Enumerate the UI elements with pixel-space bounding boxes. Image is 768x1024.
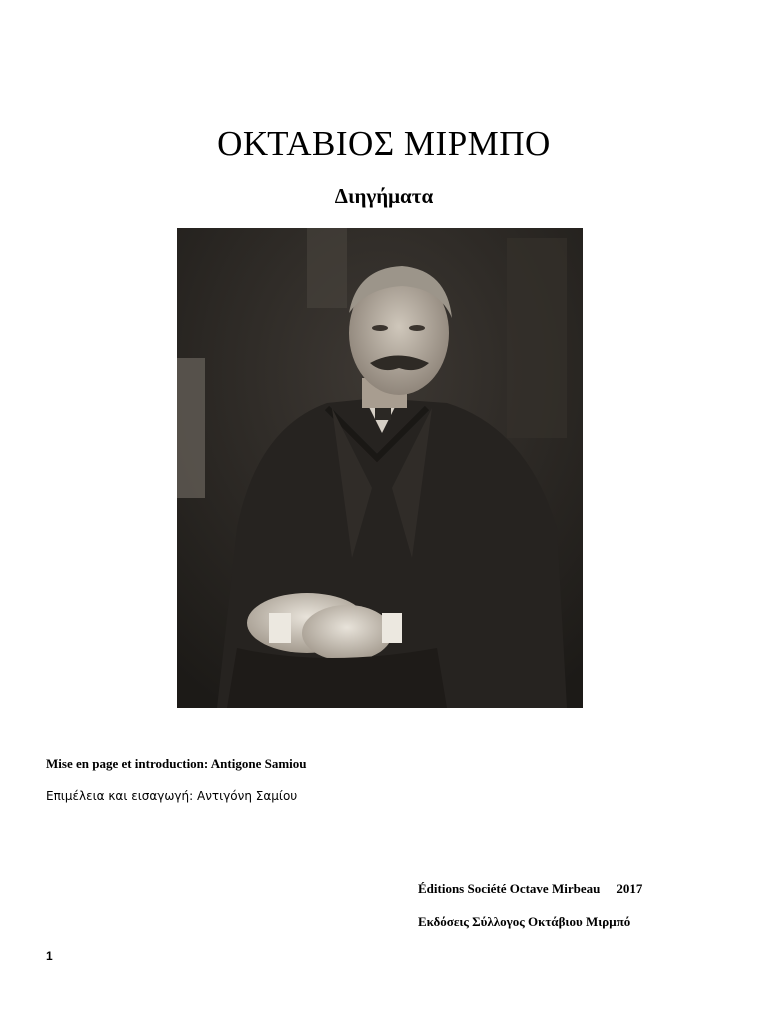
page-number: 1 [46,949,53,963]
publisher-french-name: Éditions Société Octave Mirbeau [418,881,601,896]
credit-greek: Επιμέλεια και εισαγωγή: Αντιγόνη Σαμίου [46,789,298,803]
publication-year: 2017 [616,881,643,896]
publisher-greek: Εκδόσεις Σύλλογος Οκτάβιου Μιρμπό [418,914,631,929]
credit-french: Mise en page et introduction: Antigone Samiou [46,756,307,771]
author-portrait [177,228,583,708]
publisher-french [418,881,642,897]
portrait-photo-icon [177,228,583,708]
book-subtitle: Διηγήματα [334,184,434,208]
book-title: ΟΚΤΑΒΙΟΣ ΜΙΡΜΠΟ [217,124,551,163]
